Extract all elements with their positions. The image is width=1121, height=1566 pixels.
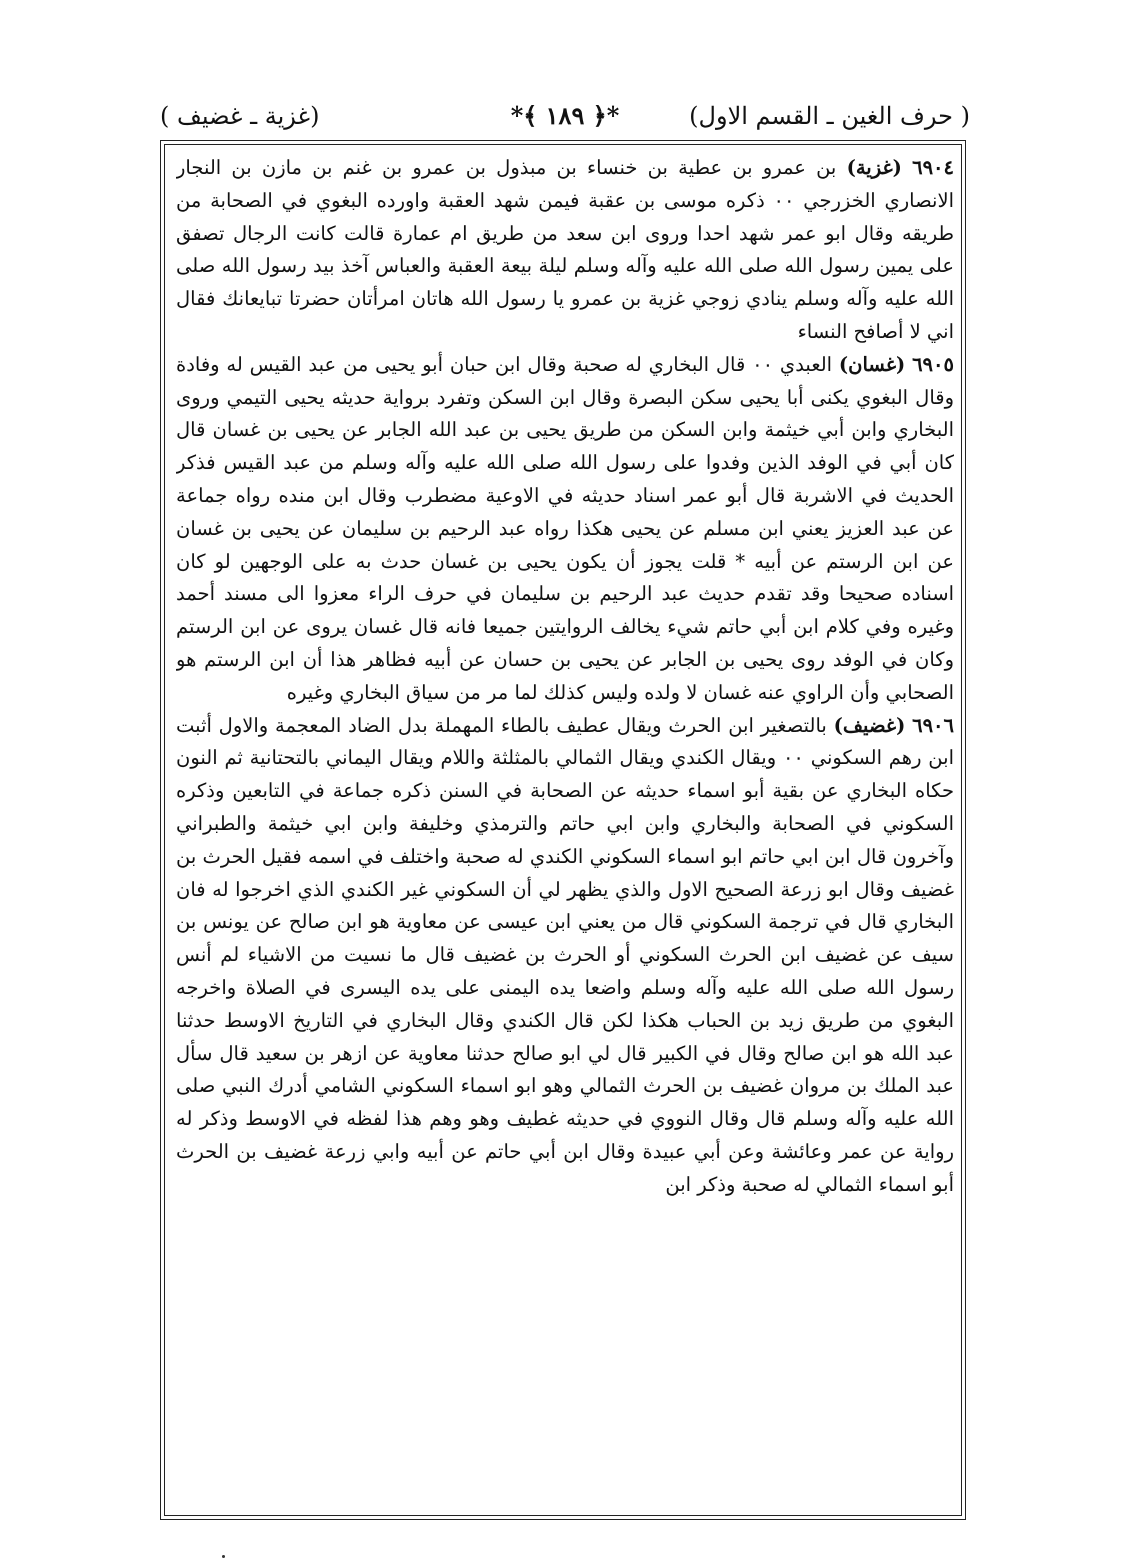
entry-6906 — [176, 710, 954, 1202]
entry-name: ( غضيف ) — [834, 714, 906, 737]
page-header — [160, 96, 970, 136]
entry-name: ( غزية ) — [847, 156, 902, 179]
entry-number: ٦٩٠٦ — [912, 713, 954, 737]
page-number: *﴿ ١٨٩ ﴾* — [510, 101, 620, 130]
entry-6905 — [176, 349, 954, 710]
entry-text: العبدي ٠٠ قال البخاري له صحبة وقال ابن حبان أبو يحيى من عبد القيس له وفادة وقال البغوي يكنى أبا يحيى سكن البصرة وقال ابن السكن وتفرد برواية حديثه يحيى التيمي وروى البخاري وابن أبي خيثمة وابن السكن من طريق يحيى بن عبد الله الجابر عن يحيى بن غسان قال كان أبي في الوفد الذين وفدوا على رسول الله صلى الله عليه وآله وسلم من عبد القيس فذكر الحديث في الاشربة قال أبو عمر اسناد حديثه في الاوعية مضطرب وقال ابن منده رواه جماعة عن عبد العزيز يعني ابن مسلم عن يحيى هكذا رواه عبد الرحيم بن سليمان عن يحيى بن غسان عن ابن الرستم عن أبيه * قلت يجوز أن يكون يحيى بن غسان حدث به على الوجهين لو كان اسناده صحيحا وقد تقدم حديث عبد الرحيم بن سليمان في حرف الراء معزوا الى مسند أحمد وغيره وفي كلام ابن أبي حاتم شيء يخالف الروايتين جميعا فانه قال غسان يروى عن ابن الرستم وكان في الوفد روى يحيى بن الجابر عن يحيى بن حسان عن أبيه فظاهر هذا أن ابن الرستم هو الصحابي وأن الراوي عنه غسان لا ولده وليس كذلك لما مر من سياق البخاري وغيره — [176, 352, 954, 704]
entry-text: بن عمرو بن عطية بن خنساء بن مبذول بن عمرو بن غنم بن مازن بن النجار الانصاري الخزرجي ٠٠ ذكره موسى بن عقبة فيمن شهد العقبة واورده البغوي في الصحابة من طريقه وقال ابو عمر شهد احدا وروى ابن سعد من طريق ام عمارة قالت كانت الرجال تصفق على يمين رسول الله صلى الله عليه وآله وسلم ليلة بيعة العقبة والعباس آخذ بيد رسول الله صلى الله عليه وآله وسلم ينادي زوجي غزية بن عمرو يا رسول الله هاتان امرأتان حضرتا تبايعانك فقال اني لا أصافح النساء — [176, 156, 954, 343]
chapter-title: ( حرف الغين ـ القسم الاول) — [689, 102, 970, 130]
entry-number: ٦٩٠٥ — [912, 352, 954, 376]
entry-6904 — [176, 152, 954, 349]
entry-number: ٦٩٠٤ — [912, 156, 954, 179]
page-body — [176, 152, 954, 1512]
scan-speck — [222, 1555, 225, 1558]
entry-text: بالتصغير ابن الحرث ويقال عطيف بالطاء المهملة بدل الضاد المعجمة والاول أثبت ابن رهم السكوني ٠٠ ويقال الكندي ويقال الثمالي بالمثلثة واللام ويقال اليماني بالتحتانية ثم النون حكاه البخاري عن بقية أبو اسماء حديثه عن الصحابة في السنن ذكره جماعة في التابعين وذكره السكوني في الصحابة والبخاري وابن ابي حاتم والترمذي وخليفة وابن ابي خيثمة والطبراني وآخرون قال ابن ابي حاتم ابو اسماء السكوني الكندي له صحبة واختلف في اسمه فقيل الحرث بن غضيف وقال ابو زرعة الصحيح الاول والذي يظهر لي أن السكوني غير الكندي الذي اخرجوا له فان البخاري قال في ترجمة السكوني قال من يعني ابن عيسى عن معاوية هو ابن صالح عن يونس بن سيف عن غضيف ابن الحرث السكوني أو الحرث بن غضيف قال ما نسيت من الاشياء لم أنس رسول الله صلى الله عليه وآله وسلم واضعا يده اليمنى على يده اليسرى في الصلاة واخرجه البغوي من طريق زيد بن الحباب هكذا لكن قال الكندي وقال البخاري في التاريخ الاوسط حدثنا عبد الله هو ابن صالح وقال في الكبير قال لي ابو صالح حدثنا معاوية عن ازهر بن سعيد قال سأل عبد الملك بن مروان غضيف بن الحرث الثمالي وهو ابو اسماء السكوني الشامي أدرك النبي صلى الله عليه وآله وسلم قال وقال النووي في حديثه غطيف وهو وهم هذا لفظه في الاوسط وذكر له رواية عن عمر وعائشة وعن أبي عبيدة وقال ابن أبي حاتم عن أبيه وابي زرعة غضيف بن الحرث أبو اسماء الثمالي له صحبة وذكر ابن — [176, 713, 954, 1196]
entry-name: ( غسان ) — [839, 353, 905, 376]
entries-range: (غزية ـ غضيف ) — [160, 102, 320, 130]
